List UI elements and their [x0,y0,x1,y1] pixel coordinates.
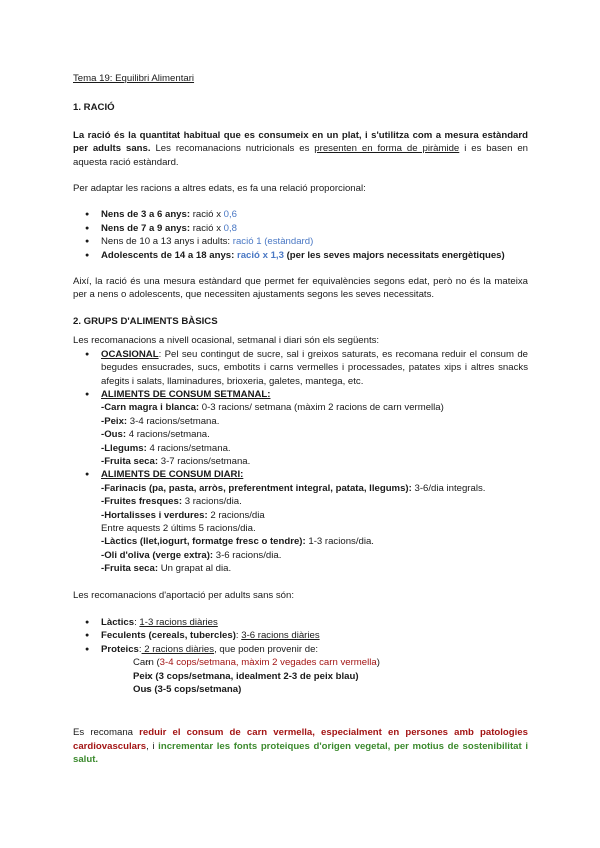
list-item [73,629,528,642]
food-value: 3-6 racions/dia. [213,549,282,561]
grups-list [73,348,528,576]
source-paren-close: ) [355,670,359,682]
food-key: -Fruita seca: [101,455,159,467]
list-item [73,249,528,262]
food-key: -Carn magra i blanca: [101,402,200,414]
age-factor: ració 1 (estàndard) [232,236,314,248]
group-tail: , que poden provenir de: [214,643,319,655]
food-value: 4 racions/setmana. [126,429,210,441]
age-factor: 0,6 [223,209,237,221]
racio-definition [73,129,528,169]
group-sep: : [138,643,142,655]
food-key: -Fruita seca: [101,563,159,575]
racio-adapt-intro: Per adaptar les racions a altres edats, es fa una relació proporcional: [73,183,366,195]
setmanal-row [101,401,528,414]
aportacio-intro: Les recomanacions d'aportació per adults sans són: [73,589,295,601]
ocasional-text: : Pel seu contingut de sucre, sal i greixos saturats, es recomana reduir el consum de begudes ensucrades, sucs, embotits i carns vermelles i processades, patates xips i altres snacks afegits i salats, llaminadures, brioxeria, galetes, mantega, etc. [101,348,528,387]
racio-conclusion: Així, la ració és una mesura estàndard que permet fer equivalències segons edat, però no és la mateixa per a nens o adolescents, que necessiten ajustaments segons les seves necessitats. [73,276,528,301]
group-key: Feculents (cereals, tubercles) [101,630,236,642]
age-label: Nens de 10 a 13 anys i adults: [101,236,231,248]
list-item [101,656,528,669]
group-key: Làctics [101,617,135,628]
food-value: 4 racions/setmana. [146,442,231,454]
diari-row [101,509,528,522]
protein-sources [101,656,528,696]
final-reduce: reduir el consum de carn vermella, especialment en persones amb patologies cardiovasculars [73,727,528,752]
list-item [73,643,528,697]
group-sep: : [235,630,242,642]
section-heading-grups: 2. GRUPS D'ALIMENTS BÀSICS [73,315,218,327]
group-value: 1-3 racions diàries [139,617,218,628]
group-value: 3-6 racions diàries [241,630,320,642]
food-value: 1-3 racions/dia. [305,536,374,548]
age-mid: ració x [190,209,224,221]
diari-row [101,562,528,575]
list-item [73,222,528,235]
food-key: -Hortalisses i verdures: [101,509,208,521]
food-value: 0-3 racions/ setmana (màxim 2 racions de carn vermella) [199,402,444,414]
food-value: 3-6/dia integrals. [411,482,486,494]
age-factor: 0,8 [223,222,237,234]
food-value: 3-4 racions/setmana. [127,415,220,427]
source-paren: ( [153,657,160,669]
age-extra: (per les seves majors necessitats energètiques) [283,249,505,261]
setmanal-label: ● ALIMENTS DE CONSUM SETMANAL: [101,388,271,400]
diari-row [101,549,528,562]
racio-definition-end: i es basen en aquesta ració estàndard. [73,143,529,168]
diari-row [101,495,528,508]
age-label: Adolescents de 14 a 18 anys: [101,249,235,261]
list-item-setmanal [73,388,528,468]
food-key: -Fruites fresques: [101,496,183,508]
list-item [73,208,528,221]
group-key: Proteics [101,643,139,655]
food-value: 3-7 racions/setmana. [158,455,251,467]
final-increase: incrementar les fonts proteiques d'origen vegetal, per motius de sostenibilitat i salut. [73,740,528,766]
final-join: , i [146,740,159,752]
racio-definition-bold: La ració és la quantitat habitual que es consumeix en un plat, i s'utilitza com a mesura estàndard per adults sans. [73,129,528,155]
piramide-link-text: presenten en forma de piràmide [314,143,460,155]
diari-label: ● ALIMENTS DE CONSUM DIARI: [101,469,244,481]
section-heading-racio: 1. RACIÓ [73,102,115,114]
source-value: 3-4 cops/setmana, màxim 2 vegades carn vermella [159,657,377,669]
document-page [73,72,528,780]
group-value: 2 racions diàries [141,643,215,655]
food-key: -Llegums: [101,442,147,454]
source-key: Carn [133,657,154,669]
aportacio-list [73,616,528,696]
age-label: Nens de 3 a 6 anys: [101,209,191,221]
age-mid: ració x [190,222,224,234]
age-label: Nens de 7 a 9 anys: [101,222,191,234]
document-title: Tema 19: Equilibri Alimentari [73,73,195,84]
list-item [101,683,528,696]
list-item-diari [73,468,528,575]
ocasional-label: OCASIONAL [101,348,159,360]
source-paren: ( [152,670,159,682]
source-key: Peix [133,670,153,682]
racio-definition-text: Les recomanacions nutricionals es [150,143,315,155]
food-key: -Oli d'oliva (verge extra): [101,549,214,561]
food-key: -Farinacis (pa, pasta, arròs, preferentment integral, patata, llegums): [101,482,412,494]
diari-row [101,522,528,535]
age-factor: ració x 1,3 [236,249,284,261]
diari-row [101,482,528,495]
source-value: 3-5 cops/setmana [157,684,239,696]
grups-intro: Les recomanacions a nivell ocasional, setmanal i diari són els següents: [73,335,380,347]
racio-age-list [73,208,528,262]
food-value: Un grapat al dia. [158,563,232,575]
food-key: -Peix: [101,415,128,427]
final-start: Es recomana [73,727,140,739]
diari-row [101,535,528,548]
group-sep: : [134,617,140,628]
setmanal-row [101,455,528,468]
setmanal-row [101,428,528,441]
source-paren: ( [151,684,158,696]
list-item [101,670,528,683]
food-key: -Làctics (llet,iogurt, formatge fresc o tendre): [101,536,306,548]
list-item [73,616,528,629]
setmanal-row [101,442,528,455]
list-item-ocasional [73,348,528,388]
food-value: 2 racions/dia [207,509,265,521]
food-key: -Ous: [101,429,127,441]
source-paren-close: ) [238,684,242,696]
food-value: 3 racions/dia. [182,496,242,508]
source-paren-close: ) [376,657,380,669]
source-value: 3 cops/setmana, idealment 2-3 de peix blau [158,670,356,682]
setmanal-row [101,415,528,428]
final-recommendation [73,726,528,766]
food-value: Entre aquests 2 últims 5 racions/dia. [101,522,256,534]
list-item [73,235,528,248]
source-key: Ous [133,684,152,696]
